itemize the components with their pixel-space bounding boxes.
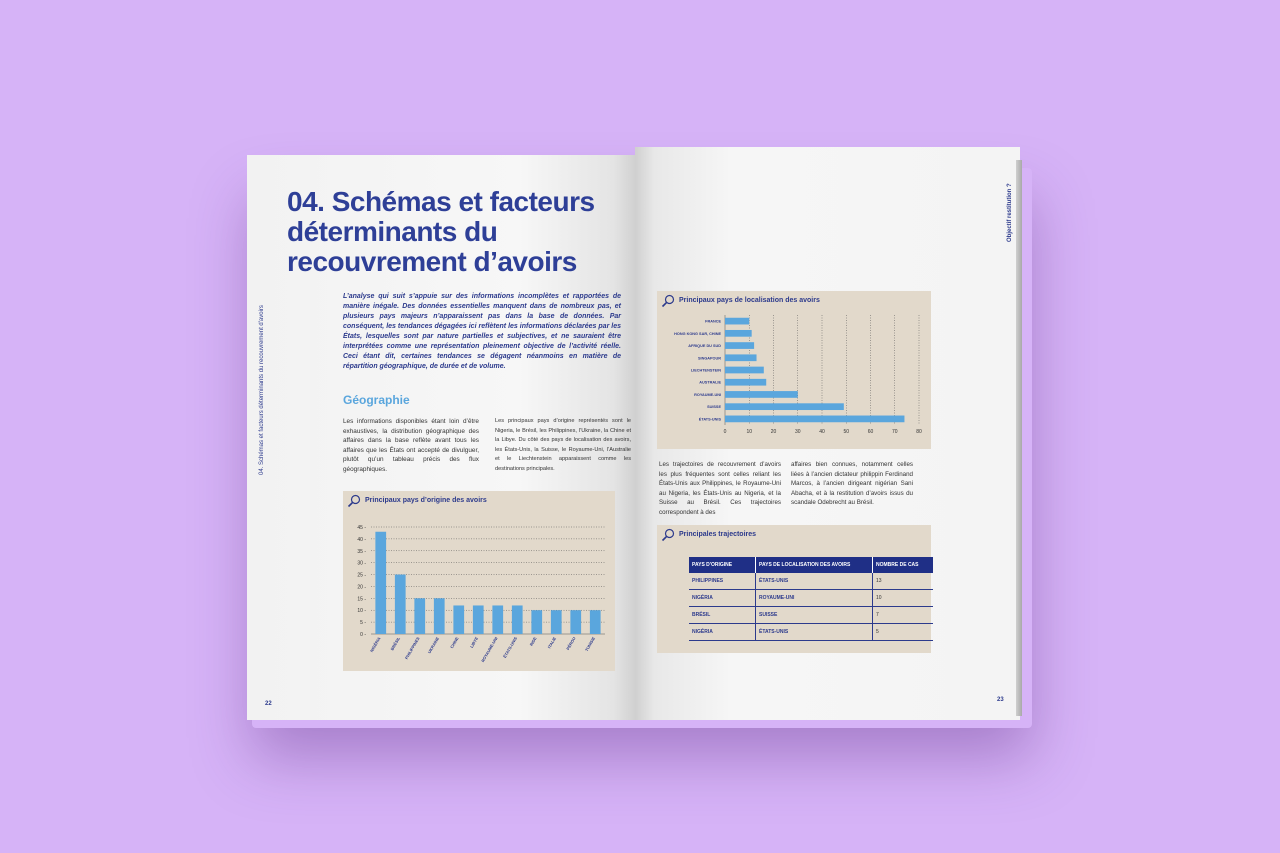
x-tick-label: NIGÉRIA bbox=[368, 636, 382, 653]
x-tick-label: 10 bbox=[746, 429, 753, 435]
right-body-column-2: affaires bien connues, notamment celles liées à l’ancien dictateur philippin Ferdinand Marcos, à l’ancien dirigeant nigérian Sani Abacha, et à la restitution d’avoirs issus du scandale Odebrecht au Brésil. bbox=[791, 461, 913, 506]
x-tick-label: ÉTATS-UNIS bbox=[502, 636, 519, 659]
bar bbox=[725, 318, 749, 325]
trajectories-table-wrap bbox=[689, 557, 933, 641]
bar bbox=[375, 532, 386, 634]
y-tick-label: 45 - bbox=[357, 525, 366, 531]
y-tick-label: AFRIQUE DU SUD bbox=[688, 344, 721, 349]
table-row bbox=[689, 573, 933, 590]
table-cell-count: 7 bbox=[873, 607, 934, 624]
table-cell-origin: NIGÉRIA bbox=[689, 590, 756, 607]
trajectories-table bbox=[689, 557, 933, 641]
page-edge bbox=[1016, 160, 1022, 716]
bar bbox=[725, 330, 752, 337]
bar bbox=[725, 342, 754, 349]
y-tick-label: 0 - bbox=[360, 632, 366, 638]
x-tick-label: PHILIPPINES bbox=[403, 636, 421, 661]
y-tick-label: LIECHTENSTEIN bbox=[690, 368, 721, 373]
bar bbox=[512, 605, 523, 634]
table-cell-localisation: ROYAUME-UNI bbox=[756, 590, 873, 607]
table-cell-origin: NIGÉRIA bbox=[689, 624, 756, 641]
y-tick-label: AUSTRALIE bbox=[699, 380, 721, 385]
y-tick-label: 15 - bbox=[357, 596, 366, 603]
bar bbox=[590, 610, 601, 634]
bar bbox=[492, 605, 503, 634]
origin-chart-panel bbox=[343, 491, 615, 671]
table-cell-count: 5 bbox=[873, 624, 934, 641]
page-title: 04. Schémas et facteurs déterminants du recouvrement d’avoirs bbox=[287, 186, 595, 277]
table-cell-origin: PHILIPPINES bbox=[689, 573, 756, 590]
x-tick-label: 30 bbox=[794, 429, 801, 435]
y-tick-label: SUISSE bbox=[707, 405, 721, 410]
bar bbox=[434, 598, 445, 634]
x-tick-label: 70 bbox=[891, 429, 898, 435]
y-tick-label: 20 - bbox=[357, 584, 366, 591]
table-header-row bbox=[689, 557, 933, 573]
bar bbox=[453, 605, 464, 634]
x-tick-label: 20 bbox=[770, 429, 777, 435]
x-tick-label: ITALIE bbox=[546, 636, 558, 650]
x-tick-label: 80 bbox=[916, 429, 922, 435]
x-tick-label: BRÉSIL bbox=[389, 636, 402, 652]
y-tick-label: ÉTATS-UNIS bbox=[698, 417, 721, 422]
y-tick-label: HONG KONG SAR, CHINE bbox=[674, 331, 721, 336]
bar bbox=[725, 403, 844, 410]
origin-chart-title: Principaux pays d’origine des avoirs bbox=[365, 497, 487, 504]
bar bbox=[473, 605, 484, 634]
table-cell-count: 13 bbox=[873, 573, 934, 590]
x-tick-label: 0 bbox=[723, 429, 727, 435]
table-cell-origin: BRÉSIL bbox=[689, 607, 756, 624]
localisation-bar-chart bbox=[657, 291, 931, 449]
page-number-right: 23 bbox=[997, 697, 1004, 703]
page-number-left: 22 bbox=[265, 701, 272, 707]
running-head-left: 04. Schémas et facteurs déterminants du recouvrement d'avoirs bbox=[259, 305, 265, 475]
table-row bbox=[689, 590, 933, 607]
body-column-1: Les informations disponibles étant loin d’être exhaustives, la distribution géographique des affaires dans la base reflète avant tous les affaires que les États ont accepté de divulguer, plutôt qu’un tableau précis des flux géographiques. bbox=[343, 418, 479, 473]
body-column-2: Les principaux pays d’origine représentés sont le Nigeria, le Brésil, les Philippines, l’Ukraine, la Chine et la Libye. Du côté des pays de localisation des avoirs, les États-Unis, la Suisse, le Royaume-Uni, l’Australie et le Liechtenstein apparaissent comme les destinations principales. bbox=[495, 418, 631, 472]
y-tick-label: SINGAPOUR bbox=[698, 356, 721, 361]
bar bbox=[725, 416, 904, 423]
localisation-chart-panel bbox=[657, 291, 931, 449]
bar bbox=[570, 610, 581, 634]
trajectories-title: Principales trajectoires bbox=[679, 531, 757, 538]
lead-paragraph: L’analyse qui suit s’appuie sur des informations incomplètes et rapportées de manière inégale. Des données essentielles manquent dans de nombreux pas, et plusieurs pays majeurs n’apparaissent pas dans la base de données. Par conséquent, les tendances dégagées ici reflètent les informations déclarées par les États, lesquelles sont par nature partielles et subjectives, et ne sauraient être interprétées comme une représentation pleinement objective de l’activité réelle. Ceci étant dit, certaines tendances se dégagent néanmoins en matière de répartition géographique, de durée et de volume. bbox=[343, 293, 621, 370]
bar bbox=[725, 354, 757, 361]
bar bbox=[531, 610, 542, 634]
x-tick-label: TUNISIE bbox=[583, 636, 597, 653]
origin-bar-chart bbox=[343, 491, 615, 671]
bar bbox=[725, 391, 798, 398]
table-row bbox=[689, 624, 933, 641]
localisation-chart-title: Principaux pays de localisation des avoirs bbox=[679, 297, 820, 304]
table-cell-count: 10 bbox=[873, 590, 934, 607]
table-cell-localisation: ÉTATS-UNIS bbox=[756, 624, 873, 641]
x-tick-label: 60 bbox=[867, 429, 874, 435]
right-page bbox=[635, 147, 1020, 720]
table-row bbox=[689, 607, 933, 624]
x-tick-label: UKRAINE bbox=[426, 636, 441, 655]
magnifier-icon bbox=[661, 528, 675, 542]
y-tick-label: 25 - bbox=[357, 572, 366, 579]
y-tick-label: 5 - bbox=[360, 620, 366, 627]
x-tick-label: ROYAUME-UNI bbox=[480, 636, 499, 664]
section-title: Géographie bbox=[343, 393, 410, 407]
x-tick-label: 40 bbox=[819, 429, 825, 435]
y-tick-label: ROYAUME-UNI bbox=[694, 392, 721, 397]
table-cell-localisation: ÉTATS-UNIS bbox=[756, 573, 873, 590]
bar bbox=[414, 598, 425, 634]
running-head-right: Objectif restitution ? bbox=[1007, 183, 1013, 242]
bar bbox=[551, 610, 562, 634]
trajectories-panel bbox=[657, 525, 931, 653]
x-tick-label: LIBYE bbox=[468, 636, 480, 649]
y-tick-label: 10 - bbox=[357, 608, 366, 615]
y-tick-label: 40 - bbox=[357, 536, 366, 543]
x-tick-label: PÉROU bbox=[565, 636, 577, 651]
x-tick-label: CHINE bbox=[449, 636, 460, 650]
x-tick-label: INDE bbox=[528, 636, 538, 647]
table-header-localisation: PAYS DE LOCALISATION DES AVOIRS bbox=[756, 557, 873, 573]
table-cell-localisation: SUISSE bbox=[756, 607, 873, 624]
left-page bbox=[247, 155, 637, 720]
x-tick-label: 50 bbox=[843, 429, 850, 435]
table-header-count: NOMBRE DE CAS bbox=[873, 557, 934, 573]
y-tick-label: 30 - bbox=[357, 560, 366, 567]
table-header-origin: PAYS D'ORIGINE bbox=[689, 557, 756, 573]
bar bbox=[725, 379, 766, 386]
bar bbox=[395, 575, 406, 634]
bar bbox=[725, 367, 764, 374]
y-tick-label: FRANCE bbox=[705, 319, 721, 324]
right-body-column-1: Les trajectoires de recouvrement d’avoirs les plus fréquentes sont celles reliant les États-Unis aux Philippines, le Royaume-Uni au Nigeria, les États-Unis au Nigeria, et la Suisse au Brésil. Ces trajectoires correspondent à des bbox=[659, 461, 781, 516]
y-tick-label: 35 - bbox=[357, 548, 366, 555]
